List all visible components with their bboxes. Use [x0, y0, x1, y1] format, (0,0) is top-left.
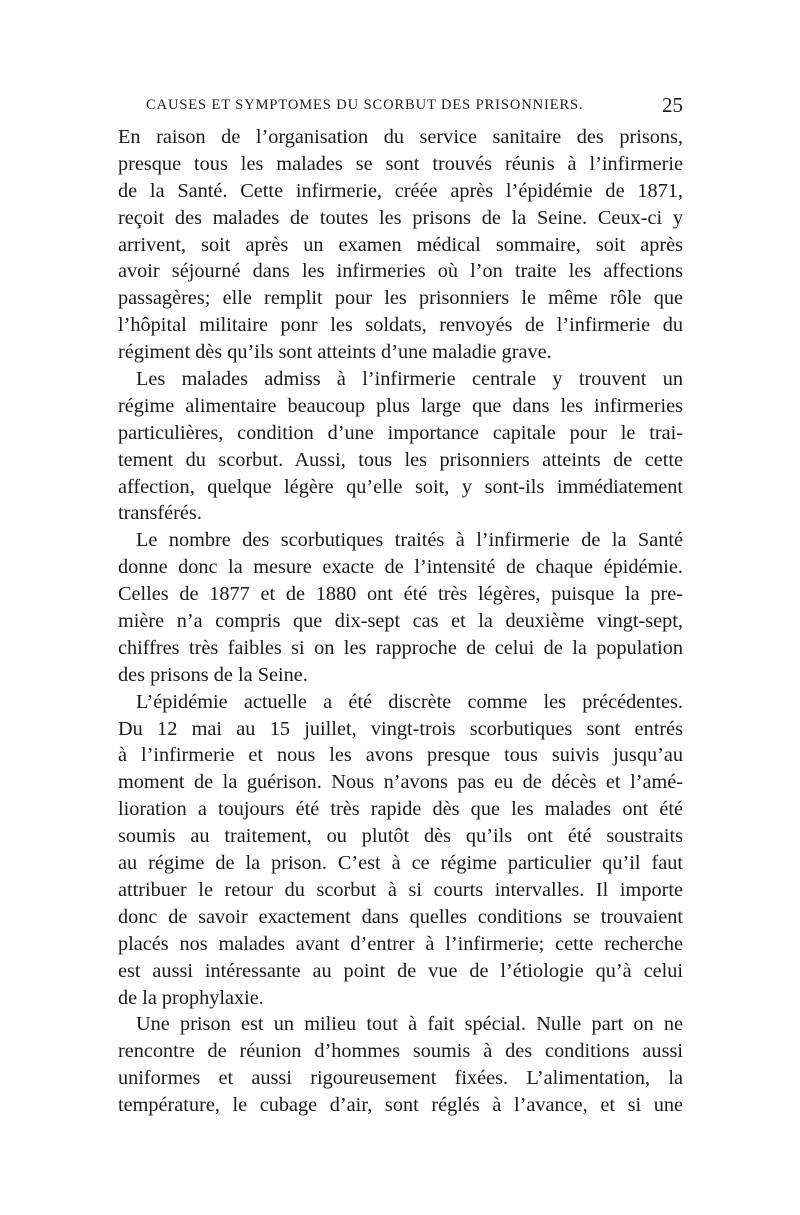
text-line: avoir séjourné dans les infirmeries où l’on traite les affections [118, 260, 683, 283]
text-line: arrivent, soit après un examen médical sommaire, soit après [118, 233, 683, 256]
text-line: de la Santé. Cette infirmerie, créée après l’épidémie de 1871, [118, 179, 683, 202]
text-line: régiment dès qu’ils sont atteints d’une maladie grave. [118, 341, 552, 364]
text-line: au régime de la prison. C’est à ce régime particulier qu’il faut [118, 852, 683, 875]
text-line: L’épidémie actuelle a été discrète comme les précédentes. [136, 690, 683, 713]
text-line: Du 12 mai au 15 juillet, vingt-trois scorbutiques sont entrés [118, 717, 683, 740]
running-title: CAUSES ET SYMPTOMES DU SCORBUT DES PRISONNIERS. [146, 97, 584, 113]
text-line: de la prophylaxie. [118, 986, 264, 1009]
text-line: à l’infirmerie et nous les avons presque tous suivis jusqu’au [118, 744, 683, 767]
text-line: Le nombre des scorbutiques traités à l’infirmerie de la Santé [136, 529, 683, 552]
running-head [118, 93, 683, 119]
text-line: chiffres très faibles si on les rapproche de celui de la population [118, 636, 683, 659]
text-line: particulières, condition d’une importance capitale pour le trai- [118, 421, 683, 444]
text-line: Les malades admiss à l’infirmerie centrale y trouvent un [136, 368, 683, 391]
text-line: uniformes et aussi rigoureusement fixées. L’alimentation, la [118, 1067, 683, 1090]
text-line: donne donc la mesure exacte de l’intensité de chaque épidémie. [118, 556, 683, 579]
text-line: presque tous les malades se sont trouvés réunis à l’infirmerie [118, 152, 683, 175]
text-line: donc de savoir exactement dans quelles conditions se trouvaient [118, 905, 683, 928]
text-line: placés nos malades avant d’entrer à l’infirmerie; cette recherche [118, 932, 683, 955]
text-line: lioration a toujours été très rapide dès que les malades ont été [118, 798, 683, 821]
text-line: attribuer le retour du scorbut à si courts intervalles. Il importe [118, 878, 683, 901]
body-text [118, 124, 683, 1119]
text-line: reçoit des malades de toutes les prisons de la Seine. Ceux-ci y [118, 206, 683, 229]
text-line: transférés. [118, 502, 202, 525]
text-line: est aussi intéressante au point de vue de l’étiologie qu’à celui [118, 959, 683, 982]
text-line: affection, quelque légère qu’elle soit, y sont-ils immédiatement [118, 475, 683, 498]
text-line: régime alimentaire beaucoup plus large que dans les infirmeries [118, 394, 683, 417]
text-line: Une prison est un milieu tout à fait spécial. Nulle part on ne [136, 1013, 683, 1036]
text-line: Celles de 1877 et de 1880 ont été très légères, puisque la pre- [118, 583, 683, 606]
text-line: tement du scorbut. Aussi, tous les prisonniers atteints de cette [118, 448, 683, 471]
page-number: 25 [662, 93, 683, 117]
text-line: rencontre de réunion d’hommes soumis à des conditions aussi [118, 1040, 683, 1063]
text-line: soumis au traitement, ou plutôt dès qu’ils ont été soustraits [118, 825, 683, 848]
text-line: température, le cubage d’air, sont réglés à l’avance, et si une [118, 1094, 683, 1117]
text-line: mière n’a compris que dix-sept cas et la deuxième vingt-sept, [118, 610, 683, 633]
text-line: des prisons de la Seine. [118, 663, 308, 686]
text-line: l’hôpital militaire ponr les soldats, renvoyés de l’infirmerie du [118, 314, 683, 337]
text-line: En raison de l’organisation du service sanitaire des prisons, [118, 126, 683, 148]
text-line: moment de la guérison. Nous n’avons pas eu de décès et l’amé- [118, 771, 683, 794]
text-line: passagères; elle remplit pour les prisonniers le même rôle que [118, 287, 683, 310]
